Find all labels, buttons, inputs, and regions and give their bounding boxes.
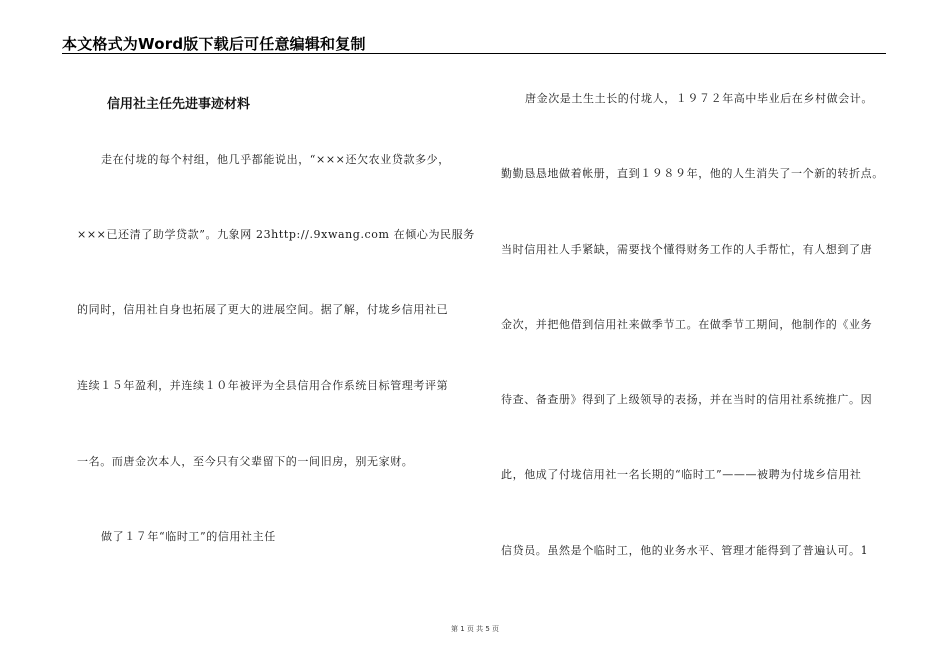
document-title: 信用社主任先进事迹材料 <box>107 97 251 112</box>
left-paragraph-line: ×××已还清了助学贷款”。九象网 23http://.9xwang.com 在倾心为民服务 <box>77 228 475 241</box>
right-paragraph-line: 唐金次是土生土长的付垅人，１９７２年高中毕业后在乡村做会计。 <box>525 92 873 105</box>
right-paragraph-line: 金次，并把他借到信用社来做季节工。在做季节工期间，他制作的《业务 <box>501 318 873 331</box>
right-paragraph-line: 此，他成了付垅信用社一名长期的“临时工”———被聘为付垅乡信用社 <box>501 468 862 481</box>
left-paragraph-line: 的同时，信用社自身也拓展了更大的进展空间。据了解，付垅乡信用社已 <box>77 303 449 316</box>
page-number: 第 1 页 共 5 页 <box>450 625 500 633</box>
header-divider <box>62 53 886 54</box>
right-paragraph-line: 信贷员。虽然是个临时工，他的业务水平、管理才能得到了普遍认可。1 <box>501 544 869 557</box>
section-heading-line: 做了１７年“临时工”的信用社主任 <box>101 530 276 543</box>
right-paragraph-line: 当时信用社人手紧缺，需要找个懂得财务工作的人手帮忙，有人想到了唐 <box>501 243 873 256</box>
document-header-title: 本文格式为Word版下载后可任意编辑和复制 <box>62 35 366 53</box>
right-paragraph-line: 勤勤恳恳地做着帐册，直到１９８９年，他的人生消失了一个新的转折点。 <box>501 167 884 180</box>
left-paragraph-line: 连续１５年盈利，并连续１０年被评为全县信用合作系统目标管理考评第 <box>77 379 449 392</box>
left-paragraph-line: 一名。而唐金次本人，至今只有父辈留下的一间旧房，别无家财。 <box>77 455 414 468</box>
right-paragraph-line: 待查、备查册》得到了上级领导的表扬，并在当时的信用社系统推广。因 <box>501 393 873 406</box>
left-paragraph-line: 走在付垅的每个村组，他几乎都能说出，“×××还欠农业贷款多少， <box>101 153 450 166</box>
